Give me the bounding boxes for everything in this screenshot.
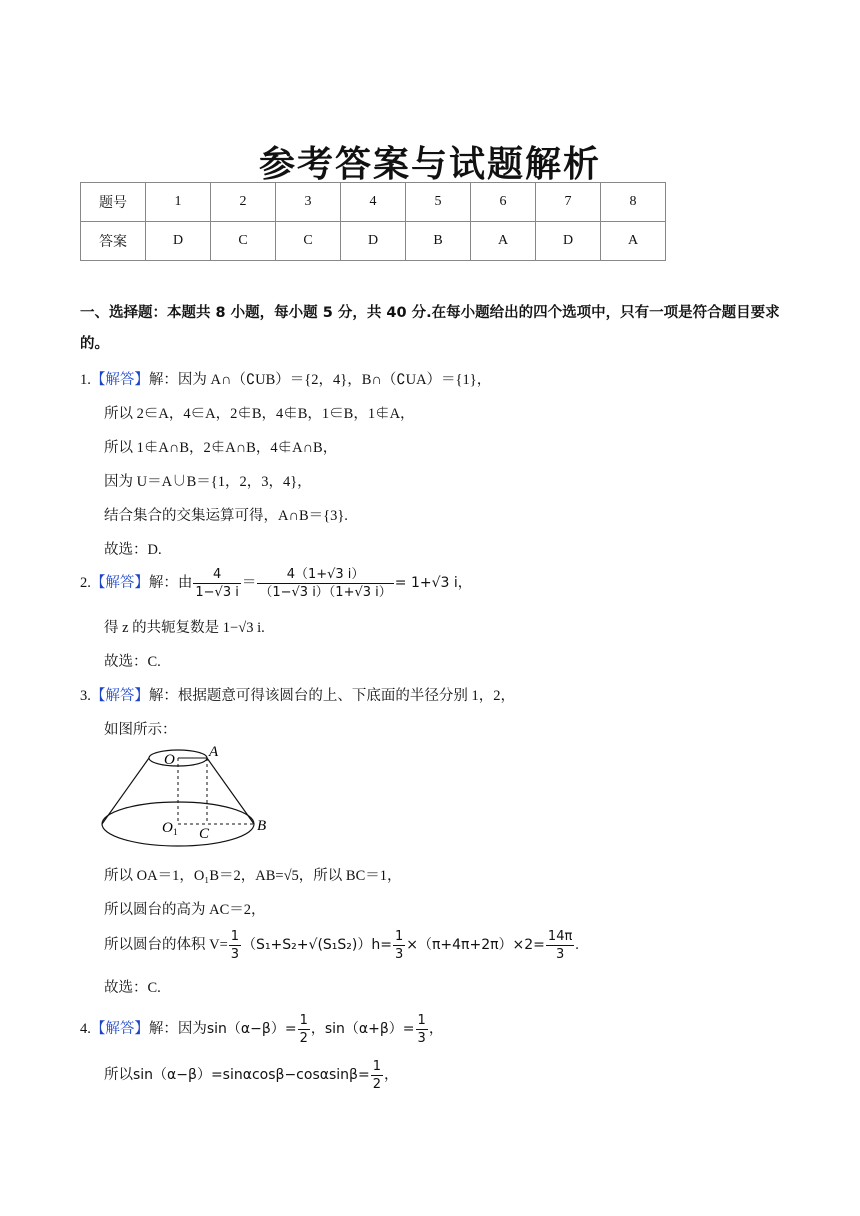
q3-line: 如图所示： <box>104 722 177 738</box>
fraction <box>257 566 393 601</box>
page-title: 参考答案与试题解析 <box>258 144 601 185</box>
denominator: 3 <box>555 947 565 962</box>
denominator: 2 <box>372 1077 381 1092</box>
table-cell: 7 <box>536 183 601 222</box>
table-cell: D <box>341 222 406 261</box>
frustum-figure <box>100 744 280 854</box>
table-cell: C <box>211 222 276 261</box>
q3-line: 所以圆台的高为 AC＝2， <box>104 902 266 918</box>
label-O1-sub: 1 <box>173 827 178 837</box>
q3-text: 解：根据题意可得该圆台的上、下底面的半径分别 1，2， <box>148 688 515 704</box>
table-row <box>81 222 666 261</box>
q1-line: 所以 1∉A∩B，2∉A∩B，4∉A∩B， <box>104 440 338 456</box>
q4-expr: sin（α−β）=sinαcosβ−cosαsinβ= <box>133 1066 370 1083</box>
question-number: 2. <box>80 574 91 591</box>
fraction <box>416 1012 428 1047</box>
q4-line <box>80 1012 443 1047</box>
denominator: 2 <box>299 1031 308 1046</box>
denominator: 3 <box>417 1031 426 1046</box>
q3-line: 所以 OA＝1，O₁B＝2，AB=√5，所以 BC＝1， <box>104 868 402 884</box>
numerator: 4 <box>193 566 240 584</box>
question-number: 1. <box>80 372 91 388</box>
q1-line: 故选：D. <box>104 542 162 558</box>
q3-line <box>80 684 515 705</box>
answer-tag: 【解答】 <box>90 574 149 591</box>
fraction <box>229 928 241 963</box>
table-cell: D <box>536 222 601 261</box>
numerator: 1 <box>417 1013 426 1028</box>
q4-line <box>104 1058 398 1093</box>
table-cell: 2 <box>211 183 276 222</box>
q4-text: ， <box>428 1020 444 1037</box>
table-cell: 6 <box>471 183 536 222</box>
label-O1: O <box>162 820 173 836</box>
question-number: 4. <box>80 1020 91 1037</box>
equals: ＝ <box>241 574 257 591</box>
denominator: 3 <box>394 947 404 962</box>
q3-line: 故选：C. <box>104 980 161 996</box>
q4-text: ， <box>383 1066 399 1083</box>
q1-text: 解：因为 A∩（∁UB）＝{2，4}，B∩（∁UA）＝{1}， <box>148 372 492 388</box>
q3-text: 所以圆台的体积 V= <box>104 936 228 953</box>
section-heading: 一、选择题：本题共 8 小题，每小题 5 分，共 40 分.在每小题给出的四个选项中，只有一项是符合题目要求的。 <box>80 305 780 352</box>
table-cell: 3 <box>276 183 341 222</box>
label-C: C <box>199 826 210 842</box>
numerator: 14π <box>547 929 573 944</box>
table-cell: A <box>601 222 666 261</box>
fraction <box>193 566 240 601</box>
q3-text: . <box>575 936 579 953</box>
numerator: 1 <box>394 929 404 944</box>
denominator: （1−√3 i）（1+√3 i） <box>259 585 392 600</box>
fraction <box>393 928 405 963</box>
q4-text: 解：因为 <box>148 1020 207 1037</box>
answer-tag: 【解答】 <box>90 688 149 704</box>
q2-line: 得 z 的共轭复数是 1−√3 i. <box>104 620 265 636</box>
table-cell: 8 <box>601 183 666 222</box>
q1-line: 所以 2∈A，4∈A，2∉B，4∉B，1∈B，1∉A， <box>104 406 415 422</box>
denominator: 1−√3 i <box>195 585 239 600</box>
q3-line <box>104 928 579 963</box>
q1-line <box>80 368 491 389</box>
numerator: 1 <box>299 1013 308 1028</box>
q2-line <box>80 566 472 601</box>
table-cell: A <box>471 222 536 261</box>
q2-result: = 1+√3 i， <box>394 574 472 591</box>
q1-line: 结合集合的交集运算可得，A∩B＝{3}. <box>104 508 348 524</box>
table-cell: C <box>276 222 341 261</box>
numerator: 1 <box>230 929 240 944</box>
q4-expr: sin（α−β）= <box>206 1020 297 1037</box>
table-cell: 答案 <box>81 222 146 261</box>
table-cell: B <box>406 222 471 261</box>
fraction <box>298 1012 310 1047</box>
answer-tag: 【解答】 <box>90 372 149 388</box>
fraction <box>546 928 574 963</box>
label-B: B <box>257 818 267 834</box>
q2-line: 故选：C. <box>104 654 161 670</box>
fraction <box>371 1058 383 1093</box>
q2-text: 解：由 <box>148 574 193 591</box>
table-row <box>81 183 666 222</box>
q3-expr: ×（π+4π+2π）×2= <box>406 936 545 953</box>
label-A: A <box>209 744 219 760</box>
q3-expr: （S₁+S₂+√(S₁S₂)）h= <box>242 936 392 953</box>
table-cell: 题号 <box>81 183 146 222</box>
q4-expr: ，sin（α+β）= <box>310 1020 415 1037</box>
numerator: 1 <box>372 1059 381 1074</box>
denominator: 3 <box>230 947 240 962</box>
q4-text: 所以 <box>104 1066 133 1083</box>
table-cell: 5 <box>406 183 471 222</box>
table-cell: D <box>146 222 211 261</box>
question-number: 3. <box>80 688 91 704</box>
table-cell: 4 <box>341 183 406 222</box>
numerator: 4（1+√3 i） <box>257 566 393 584</box>
label-O: O <box>164 752 175 768</box>
table-cell: 1 <box>146 183 211 222</box>
answer-table <box>80 182 666 261</box>
q1-line: 因为 U＝A∪B＝{1，2，3，4}， <box>104 474 312 490</box>
answer-tag: 【解答】 <box>90 1020 149 1037</box>
